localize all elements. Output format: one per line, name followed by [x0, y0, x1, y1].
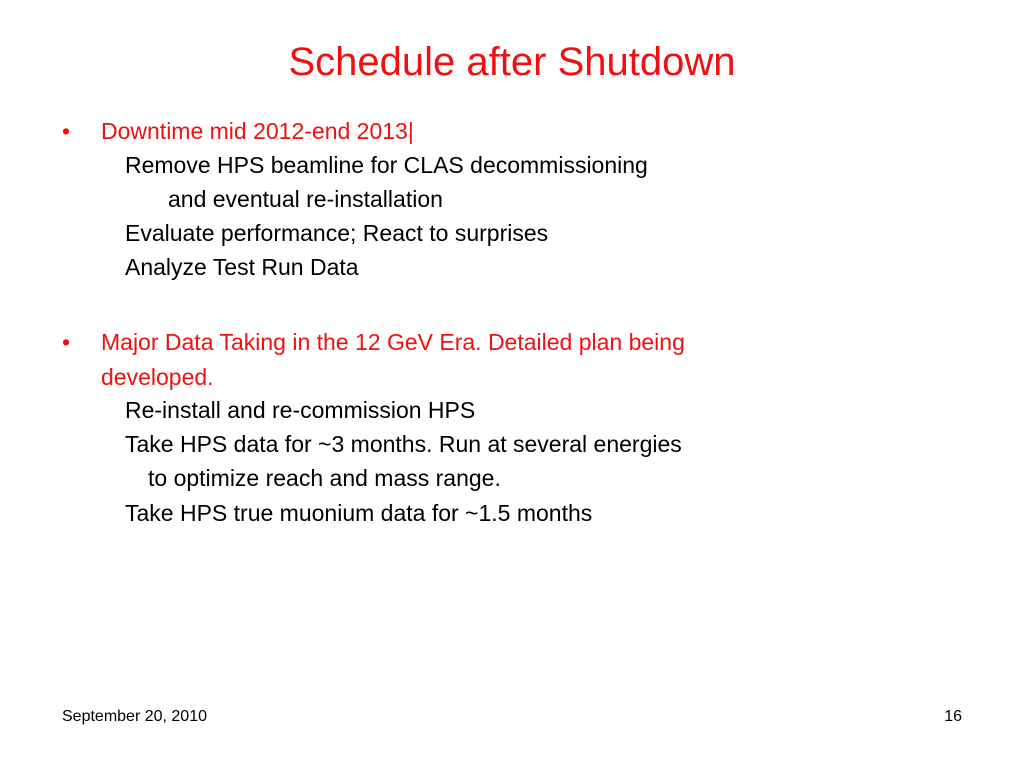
bullet-1-sub-item-3: Evaluate performance; React to surprises [125, 220, 549, 246]
footer-page-number: 16 [944, 708, 962, 725]
bullet-2-heading-line-2: developed. [101, 364, 214, 390]
bullet-2-sub-item-2: Take HPS data for ~3 months. Run at several energies [125, 431, 682, 457]
slide-title: Schedule after Shutdown [288, 40, 736, 84]
bullet-1-sub-item-2: and eventual re-installation [168, 186, 443, 212]
bullet-marker: • [62, 329, 71, 355]
bullet-1-sub-item-4: Analyze Test Run Data [125, 254, 359, 280]
bullet-2-sub-item-4: Take HPS true muonium data for ~1.5 months [125, 500, 593, 526]
bullet-marker: • [62, 118, 71, 144]
bullet-1-sub-item-1: Remove HPS beamline for CLAS decommissioning [125, 152, 648, 178]
footer-date: September 20, 2010 [62, 708, 207, 725]
bullet-2-heading-line-1: Major Data Taking in the 12 GeV Era. Detailed plan being [101, 329, 685, 355]
bullet-2-sub-item-1: Re-install and re-commission HPS [125, 397, 476, 423]
bullet-2-sub-item-3: to optimize reach and mass range. [148, 465, 501, 491]
bullet-1-heading: Downtime mid 2012-end 2013| [101, 118, 414, 144]
